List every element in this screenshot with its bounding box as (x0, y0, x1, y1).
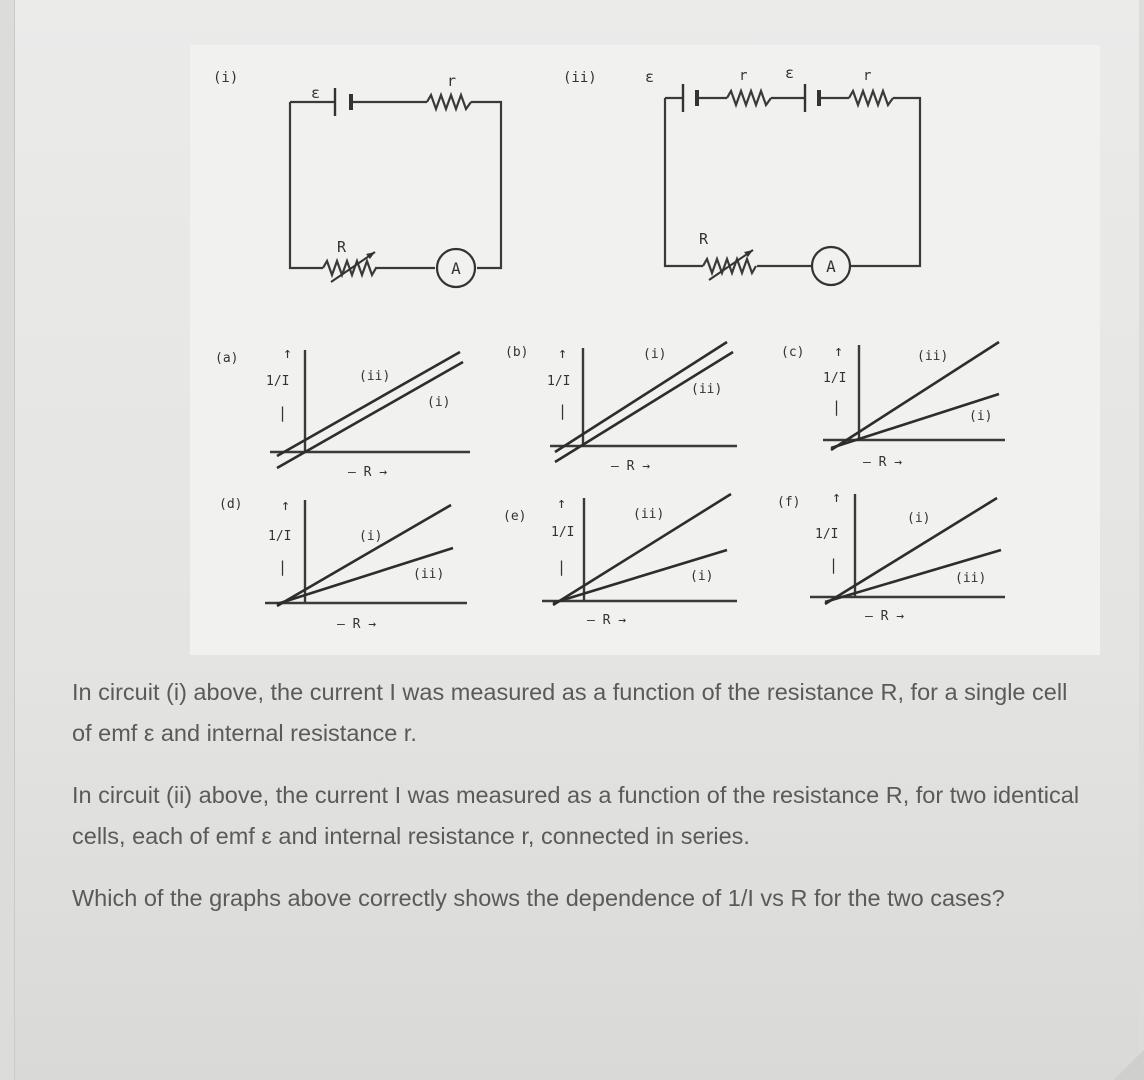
graph-b-label-upper: (i) (643, 347, 667, 362)
graph-a-y-tick: | (278, 404, 288, 422)
circuit-two-emf1-label: ε (645, 68, 655, 86)
graph-f-y-label: 1/I (815, 527, 839, 542)
graph-f-label-steep: (i) (907, 511, 931, 526)
graph-a-letter: (a) (215, 351, 239, 366)
circuit-one-label: (i) (213, 70, 239, 86)
figure-svg (15, 0, 1139, 660)
circuit-one-internal-resistor (427, 95, 471, 109)
graph-c-line-steep (831, 342, 999, 450)
graph-d (219, 496, 467, 632)
graph-c (781, 342, 1005, 470)
graph-c-y-tick: | (832, 398, 842, 416)
circuit-one-emf-label: ε (311, 84, 321, 102)
graph-b-label-lower: (ii) (691, 382, 723, 397)
graph-d-y-tick: | (278, 558, 288, 576)
graph-c-label-steep: (ii) (917, 349, 949, 364)
graph-c-letter: (c) (781, 345, 805, 360)
graph-b-line-upper (555, 342, 727, 452)
graph-d-label-steep: (i) (359, 529, 383, 544)
graph-f-y-tick: | (829, 556, 839, 574)
circuit-two-emf2-label: ε (785, 64, 795, 82)
circuit-one-ammeter-label: A (451, 259, 461, 278)
page-corner (1114, 1050, 1144, 1080)
graph-c-y-label: 1/I (823, 371, 847, 386)
graph-a-label-lower: (i) (427, 395, 451, 410)
graph-e-y-tick: | (557, 558, 567, 576)
graph-e-y-arrow: ↑ (557, 494, 567, 512)
graph-c-axes (823, 345, 1005, 440)
question-paragraph-prompt: Which of the graphs above correctly shows the dependence of 1/I vs R for the two cases? (72, 885, 1005, 911)
graph-d-letter: (d) (219, 497, 243, 512)
circuit-one-wires (290, 102, 501, 268)
graph-f-label-shallow: (ii) (955, 571, 987, 586)
circuit-one-R-label: R (337, 238, 347, 256)
question-paragraph-circuit-one: In circuit (i) above, the current I was measured as a function of the resistance R, for a single cell of emf ε and internal resistance r. (72, 679, 1068, 746)
graph-a-y-label: 1/I (266, 374, 290, 389)
circuit-two-r2-label: r (863, 68, 872, 84)
graph-b (505, 342, 737, 474)
graph-f-y-arrow: ↑ (832, 488, 842, 506)
graph-d-x-label: — R → (337, 617, 377, 632)
graph-a-label-upper: (ii) (359, 369, 391, 384)
graph-b-x-label: — R → (611, 459, 651, 474)
graph-e (503, 494, 737, 628)
graph-c-x-label: — R → (863, 455, 903, 470)
graph-d-label-shallow: (ii) (413, 567, 445, 582)
graph-b-letter: (b) (505, 345, 529, 360)
circuit-one-variable-resistor (323, 261, 376, 275)
graph-d-y-label: 1/I (268, 529, 292, 544)
circuit-two-internal-resistor-1 (727, 91, 771, 105)
graph-a (215, 344, 470, 480)
graph-e-x-label: — R → (587, 613, 627, 628)
circuit-two-r1-label: r (739, 68, 748, 84)
circuit-two-internal-resistor-2 (849, 91, 893, 105)
circuit-two-label: (ii) (563, 70, 597, 86)
graph-e-label-steep: (ii) (633, 507, 665, 522)
graph-b-y-tick: | (558, 402, 568, 420)
graph-f-x-label: — R → (865, 609, 905, 624)
circuit-one-r-label: r (447, 72, 457, 90)
graph-b-axes (550, 348, 737, 446)
graph-b-y-arrow: ↑ (558, 344, 568, 362)
graph-a-y-arrow: ↑ (283, 344, 293, 362)
circuit-two-ammeter-label: A (826, 257, 836, 276)
circuit-one (213, 70, 501, 287)
graph-e-label-shallow: (i) (690, 569, 714, 584)
graph-c-y-arrow: ↑ (834, 342, 844, 360)
graph-d-axes (265, 500, 467, 603)
circuit-two-R-label: R (699, 230, 709, 248)
graph-f (777, 488, 1005, 624)
graph-d-y-arrow: ↑ (281, 496, 291, 514)
circuit-two (563, 64, 920, 285)
question-paragraph-circuit-two: In circuit (ii) above, the current I was measured as a function of the resistance R, for two identical cells, each of emf ε and internal resistance r, connected in series. (72, 782, 1080, 849)
graph-e-letter: (e) (503, 509, 527, 524)
graph-d-line-steep (277, 505, 451, 606)
graph-a-x-label: — R → (348, 465, 388, 480)
question-text (72, 672, 1082, 940)
graph-f-letter: (f) (777, 495, 801, 510)
graph-e-y-label: 1/I (551, 525, 575, 540)
graph-c-label-shallow: (i) (969, 409, 993, 424)
graph-b-y-label: 1/I (547, 374, 571, 389)
